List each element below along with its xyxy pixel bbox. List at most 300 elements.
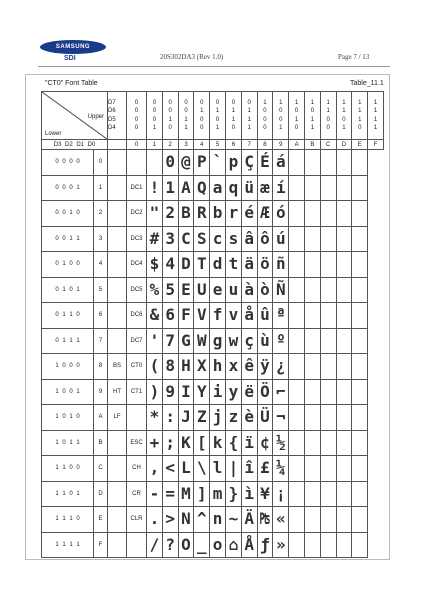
upper-bits-cell	[162, 92, 178, 140]
glyph-cell: W	[194, 328, 210, 354]
row-ctrl-0	[108, 481, 127, 507]
glyph-cell	[289, 354, 305, 380]
glyph-cell: ½	[273, 430, 289, 456]
upper-bits-cell	[368, 92, 384, 140]
samsung-sdi-logo	[40, 40, 108, 64]
glyph-cell: H	[178, 354, 194, 380]
upper-bit: 0	[294, 108, 299, 114]
row-ctrl-1: DC5	[127, 277, 147, 303]
glyph-cell: h	[210, 354, 226, 380]
upper-bit: 0	[152, 99, 157, 106]
row-ctrl-0	[108, 201, 127, 227]
row-hex: C	[94, 456, 108, 482]
upper-bit: 0	[342, 116, 346, 123]
row-hex: 6	[94, 303, 108, 329]
glyph-cell: û	[257, 303, 273, 329]
upper-bit: 0	[215, 116, 220, 123]
row-ctrl-0	[108, 507, 127, 533]
logo-text: SAMSUNG	[55, 44, 91, 50]
upper-bit: 0	[279, 116, 283, 123]
glyph-cell: D	[178, 252, 194, 278]
glyph-cell	[336, 175, 352, 201]
glyph-cell	[289, 379, 305, 405]
upper-bits-cell	[320, 92, 336, 140]
upper-bits-cell	[352, 92, 368, 140]
table-row	[42, 277, 384, 303]
glyph-cell: ;	[162, 430, 178, 456]
row-ctrl-0	[108, 175, 127, 201]
glyph-cell: c	[210, 226, 226, 252]
row-bits: 0 1 0 1	[42, 277, 94, 303]
bit-label: D5	[108, 116, 116, 123]
glyph-cell: U	[194, 277, 210, 303]
glyph-cell	[320, 226, 336, 252]
glyph-cell	[336, 354, 352, 380]
upper-bit: 1	[358, 99, 362, 106]
column-header: 7	[241, 140, 257, 150]
row-ctrl-0	[108, 150, 127, 176]
glyph-cell	[289, 507, 305, 533]
glyph-cell	[352, 175, 368, 201]
row-bits: 0 1 0 0	[42, 252, 94, 278]
glyph-cell: æ	[257, 175, 273, 201]
upper-bit: 1	[294, 116, 299, 123]
upper-bit: 0	[326, 116, 330, 123]
table-row	[42, 175, 384, 201]
glyph-cell	[304, 150, 320, 176]
glyph-cell: Ö	[257, 379, 273, 405]
glyph-cell	[304, 226, 320, 252]
row-hex: F	[94, 532, 108, 558]
row-bits: 1 0 1 1	[42, 430, 94, 456]
glyph-cell: é	[241, 201, 257, 227]
font-table	[41, 91, 384, 558]
glyph-cell: à	[241, 277, 257, 303]
glyph-cell: Ü	[257, 405, 273, 431]
upper-bits-cell	[194, 92, 210, 140]
glyph-cell: Y	[194, 379, 210, 405]
upper-bit: 1	[342, 99, 346, 106]
glyph-cell: n	[210, 507, 226, 533]
glyph-cell	[304, 405, 320, 431]
glyph-cell	[320, 303, 336, 329]
column-header: 4	[194, 140, 210, 150]
upper-bit: 1	[184, 116, 188, 123]
glyph-cell: ì	[241, 481, 257, 507]
bit-label: D4	[108, 125, 116, 131]
glyph-cell: L	[178, 456, 194, 482]
glyph-cell	[320, 532, 336, 558]
glyph-cell	[289, 405, 305, 431]
row-ctrl-1: DC7	[127, 328, 147, 354]
row-ctrl-0	[108, 532, 127, 558]
glyph-cell: è	[241, 405, 257, 431]
upper-bit: 0	[310, 108, 315, 114]
glyph-cell	[320, 456, 336, 482]
glyph-cell: ê	[241, 354, 257, 380]
glyph-cell: »	[273, 532, 289, 558]
row-bits: 0 1 1 0	[42, 303, 94, 329]
upper-bits-cell	[289, 92, 305, 140]
glyph-cell: Ñ	[273, 277, 289, 303]
row-bits: 1 1 0 1	[42, 481, 94, 507]
glyph-cell	[304, 201, 320, 227]
glyph-cell: =	[162, 481, 178, 507]
glyph-cell	[289, 328, 305, 354]
column-header: 3	[178, 140, 194, 150]
glyph-cell: >	[162, 507, 178, 533]
glyph-cell	[320, 277, 336, 303]
glyph-cell: ô	[257, 226, 273, 252]
glyph-cell	[304, 175, 320, 201]
row-bits: 1 0 1 0	[42, 405, 94, 431]
glyph-cell: {	[225, 430, 241, 456]
row-hex: 9	[94, 379, 108, 405]
glyph-cell: v	[225, 303, 241, 329]
glyph-cell: /	[147, 532, 163, 558]
upper-bit: 1	[373, 108, 378, 114]
glyph-cell: '	[147, 328, 163, 354]
upper-bit: 0	[215, 99, 220, 106]
glyph-cell: o	[210, 532, 226, 558]
glyph-cell: ƒ	[257, 532, 273, 558]
glyph-cell: ù	[257, 328, 273, 354]
row-ctrl-1: CH	[127, 456, 147, 482]
glyph-cell	[289, 430, 305, 456]
glyph-cell	[336, 379, 352, 405]
bit-label: D7	[108, 99, 116, 106]
upper-bit: 0	[134, 99, 139, 106]
glyph-cell	[352, 201, 368, 227]
row-hex: 5	[94, 277, 108, 303]
glyph-cell: (	[147, 354, 163, 380]
upper-bit: 0	[134, 116, 139, 123]
table-row	[42, 456, 384, 482]
column-header: E	[352, 140, 368, 150]
glyph-cell: %	[147, 277, 163, 303]
glyph-cell: ö	[257, 252, 273, 278]
glyph-cell: 1	[162, 175, 178, 201]
row-ctrl-1	[127, 532, 147, 558]
glyph-cell: &	[147, 303, 163, 329]
glyph-cell	[336, 532, 352, 558]
row-ctrl-1: DC4	[127, 252, 147, 278]
row-bits: 0 0 1 1	[42, 226, 94, 252]
column-header: F	[368, 140, 384, 150]
upper-bit: 1	[326, 108, 330, 114]
glyph-cell: I	[178, 379, 194, 405]
glyph-cell: Ä	[241, 507, 257, 533]
glyph-cell: ]	[194, 481, 210, 507]
glyph-cell	[352, 277, 368, 303]
glyph-cell	[304, 456, 320, 482]
upper-bit: 0	[294, 125, 299, 131]
glyph-cell: Q	[194, 175, 210, 201]
upper-bit: 0	[152, 116, 157, 123]
upper-bit: 0	[263, 108, 267, 114]
table-row	[42, 150, 384, 176]
upper-bit: 0	[200, 125, 204, 131]
row-hex: 2	[94, 201, 108, 227]
upper-bit: 0	[326, 125, 330, 131]
glyph-cell	[336, 456, 352, 482]
upper-bit: 1	[342, 125, 346, 131]
column-header: 5	[210, 140, 226, 150]
upper-bit: 0	[200, 99, 204, 106]
column-header: A	[289, 140, 305, 150]
row-bits: 0 0 0 1	[42, 175, 94, 201]
upper-bit: 1	[247, 108, 251, 114]
row-bits: 1 1 1 1	[42, 532, 94, 558]
upper-bits-cell	[210, 92, 226, 140]
row-ctrl-1: DC6	[127, 303, 147, 329]
row-hex: D	[94, 481, 108, 507]
glyph-cell	[352, 303, 368, 329]
glyph-cell	[304, 379, 320, 405]
glyph-cell: V	[194, 303, 210, 329]
glyph-cell: ò	[257, 277, 273, 303]
upper-bits-cell	[241, 92, 257, 140]
glyph-cell: ¡	[273, 481, 289, 507]
glyph-cell	[289, 532, 305, 558]
row-ctrl-1	[127, 150, 147, 176]
glyph-cell: d	[210, 252, 226, 278]
glyph-cell	[320, 507, 336, 533]
glyph-cell	[304, 354, 320, 380]
glyph-cell: ¿	[273, 354, 289, 380]
glyph-cell: ï	[241, 430, 257, 456]
upper-bit: 1	[373, 99, 378, 106]
upper-bits-cell	[304, 92, 320, 140]
glyph-cell	[320, 328, 336, 354]
glyph-cell: ₧	[257, 507, 273, 533]
glyph-cell	[289, 456, 305, 482]
glyph-cell: $	[147, 252, 163, 278]
column-header: D	[336, 140, 352, 150]
glyph-cell: Z	[194, 405, 210, 431]
row-bits: 1 0 0 1	[42, 379, 94, 405]
row-ctrl-1: CT1	[127, 379, 147, 405]
upper-bit: 0	[134, 125, 139, 131]
upper-bit: 0	[231, 125, 236, 131]
upper-bit: 0	[184, 108, 188, 114]
upper-bit: 0	[168, 125, 172, 131]
column-header: 1	[147, 140, 163, 150]
column-header: 8	[257, 140, 273, 150]
glyph-cell: K	[178, 430, 194, 456]
row-bits: 1 0 0 0	[42, 354, 94, 380]
glyph-cell: p	[225, 150, 241, 176]
glyph-cell	[320, 481, 336, 507]
glyph-cell	[352, 354, 368, 380]
upper-bit: 0	[231, 99, 236, 106]
glyph-cell: á	[273, 150, 289, 176]
glyph-cell: ~	[225, 507, 241, 533]
upper-bits-cell	[225, 92, 241, 140]
glyph-cell: º	[273, 328, 289, 354]
glyph-cell	[336, 277, 352, 303]
table-row	[42, 226, 384, 252]
glyph-cell: ñ	[273, 252, 289, 278]
column-header: 9	[273, 140, 289, 150]
glyph-cell	[352, 430, 368, 456]
glyph-cell: -	[147, 481, 163, 507]
glyph-cell: X	[194, 354, 210, 380]
glyph-cell	[304, 481, 320, 507]
glyph-cell: ?	[162, 532, 178, 558]
header-rule	[38, 66, 390, 67]
glyph-cell: J	[178, 405, 194, 431]
column-header: 2	[162, 140, 178, 150]
row-ctrl-0	[108, 430, 127, 456]
table-row	[42, 354, 384, 380]
glyph-cell: ⌐	[273, 379, 289, 405]
upper-bit: 0	[358, 125, 362, 131]
upper-bit: 1	[310, 125, 315, 131]
glyph-cell: 8	[162, 354, 178, 380]
glyph-cell: ¼	[273, 456, 289, 482]
glyph-cell	[320, 150, 336, 176]
glyph-cell: C	[178, 226, 194, 252]
logo-oval	[40, 40, 106, 54]
glyph-cell: 7	[162, 328, 178, 354]
upper-bit: 0	[152, 108, 157, 114]
glyph-cell: 5	[162, 277, 178, 303]
glyph-cell	[352, 532, 368, 558]
row-ctrl-1: CT0	[127, 354, 147, 380]
glyph-cell: ÿ	[257, 354, 273, 380]
glyph-cell	[320, 379, 336, 405]
glyph-cell: b	[210, 201, 226, 227]
glyph-cell	[289, 150, 305, 176]
glyph-cell: i	[210, 379, 226, 405]
glyph-cell	[336, 405, 352, 431]
glyph-cell: P	[194, 150, 210, 176]
glyph-cell: Ç	[241, 150, 257, 176]
glyph-cell	[289, 252, 305, 278]
upper-bit: 1	[279, 125, 283, 131]
glyph-cell	[304, 532, 320, 558]
glyph-cell	[320, 405, 336, 431]
glyph-cell: A	[178, 175, 194, 201]
glyph-cell: Æ	[257, 201, 273, 227]
glyph-cell: j	[210, 405, 226, 431]
row-hex: E	[94, 507, 108, 533]
glyph-cell: £	[257, 456, 273, 482]
glyph-cell: \	[194, 456, 210, 482]
row-ctrl-0	[108, 226, 127, 252]
glyph-cell: #	[147, 226, 163, 252]
glyph-cell	[352, 405, 368, 431]
table-id: Table_11.1	[350, 80, 384, 87]
table-row	[42, 532, 384, 558]
row-ctrl-1: CLR	[127, 507, 147, 533]
upper-bit: 0	[279, 108, 283, 114]
glyph-cell	[352, 507, 368, 533]
glyph-cell: t	[225, 252, 241, 278]
page-number: Page 7 / 13	[338, 53, 370, 61]
row-hex: 3	[94, 226, 108, 252]
glyph-cell: f	[210, 303, 226, 329]
table-row	[42, 303, 384, 329]
upper-bit: 0	[168, 99, 172, 106]
glyph-cell	[320, 201, 336, 227]
glyph-cell: R	[194, 201, 210, 227]
glyph-cell: @	[178, 150, 194, 176]
glyph-cell: î	[241, 456, 257, 482]
glyph-cell	[352, 379, 368, 405]
glyph-cell: «	[273, 507, 289, 533]
glyph-cell: <	[162, 456, 178, 482]
column-header: 6	[225, 140, 241, 150]
upper-bits-cell	[178, 92, 194, 140]
corner-cell	[42, 92, 108, 140]
glyph-cell: ⌂	[225, 532, 241, 558]
glyph-cell	[289, 201, 305, 227]
upper-bit: 1	[279, 99, 283, 106]
glyph-cell	[336, 481, 352, 507]
upper-bit: 1	[310, 99, 315, 106]
glyph-cell: "	[147, 201, 163, 227]
glyph-cell: k	[210, 430, 226, 456]
row-ctrl-1: CR	[127, 481, 147, 507]
font-table-body	[42, 92, 384, 558]
glyph-cell	[336, 328, 352, 354]
upper-bit: 1	[342, 108, 346, 114]
glyph-cell: |	[225, 456, 241, 482]
row-bits: 0 0 0 0	[42, 150, 94, 176]
row-hex: 4	[94, 252, 108, 278]
glyph-cell: É	[257, 150, 273, 176]
upper-bit: 0	[134, 108, 139, 114]
glyph-cell: )	[147, 379, 163, 405]
glyph-cell	[352, 150, 368, 176]
glyph-cell	[352, 226, 368, 252]
glyph-cell	[336, 252, 352, 278]
glyph-cell	[320, 252, 336, 278]
glyph-cell: :	[162, 405, 178, 431]
glyph-cell: r	[225, 201, 241, 227]
table-row	[42, 405, 384, 431]
glyph-cell: G	[178, 328, 194, 354]
glyph-cell: 3	[162, 226, 178, 252]
glyph-cell: l	[210, 456, 226, 482]
glyph-cell	[352, 456, 368, 482]
table-row	[42, 252, 384, 278]
row-bits: 0 0 1 0	[42, 201, 94, 227]
glyph-cell	[336, 303, 352, 329]
upper-bit: 0	[263, 116, 267, 123]
glyph-cell: [	[194, 430, 210, 456]
upper-bit: 1	[358, 116, 362, 123]
glyph-cell: }	[225, 481, 241, 507]
upper-bit: 1	[358, 108, 362, 114]
glyph-cell: g	[210, 328, 226, 354]
glyph-cell	[304, 430, 320, 456]
glyph-cell: z	[225, 405, 241, 431]
row-ctrl-0	[108, 456, 127, 482]
glyph-cell: q	[225, 175, 241, 201]
glyph-cell: `	[210, 150, 226, 176]
glyph-cell: 2	[162, 201, 178, 227]
table-row	[42, 379, 384, 405]
row-hex: 0	[94, 150, 108, 176]
row-ctrl-1: DC2	[127, 201, 147, 227]
upper-bit: 0	[168, 108, 172, 114]
glyph-cell: 0	[162, 150, 178, 176]
upper-header-row	[42, 92, 384, 140]
row-ctrl-1	[127, 405, 147, 431]
